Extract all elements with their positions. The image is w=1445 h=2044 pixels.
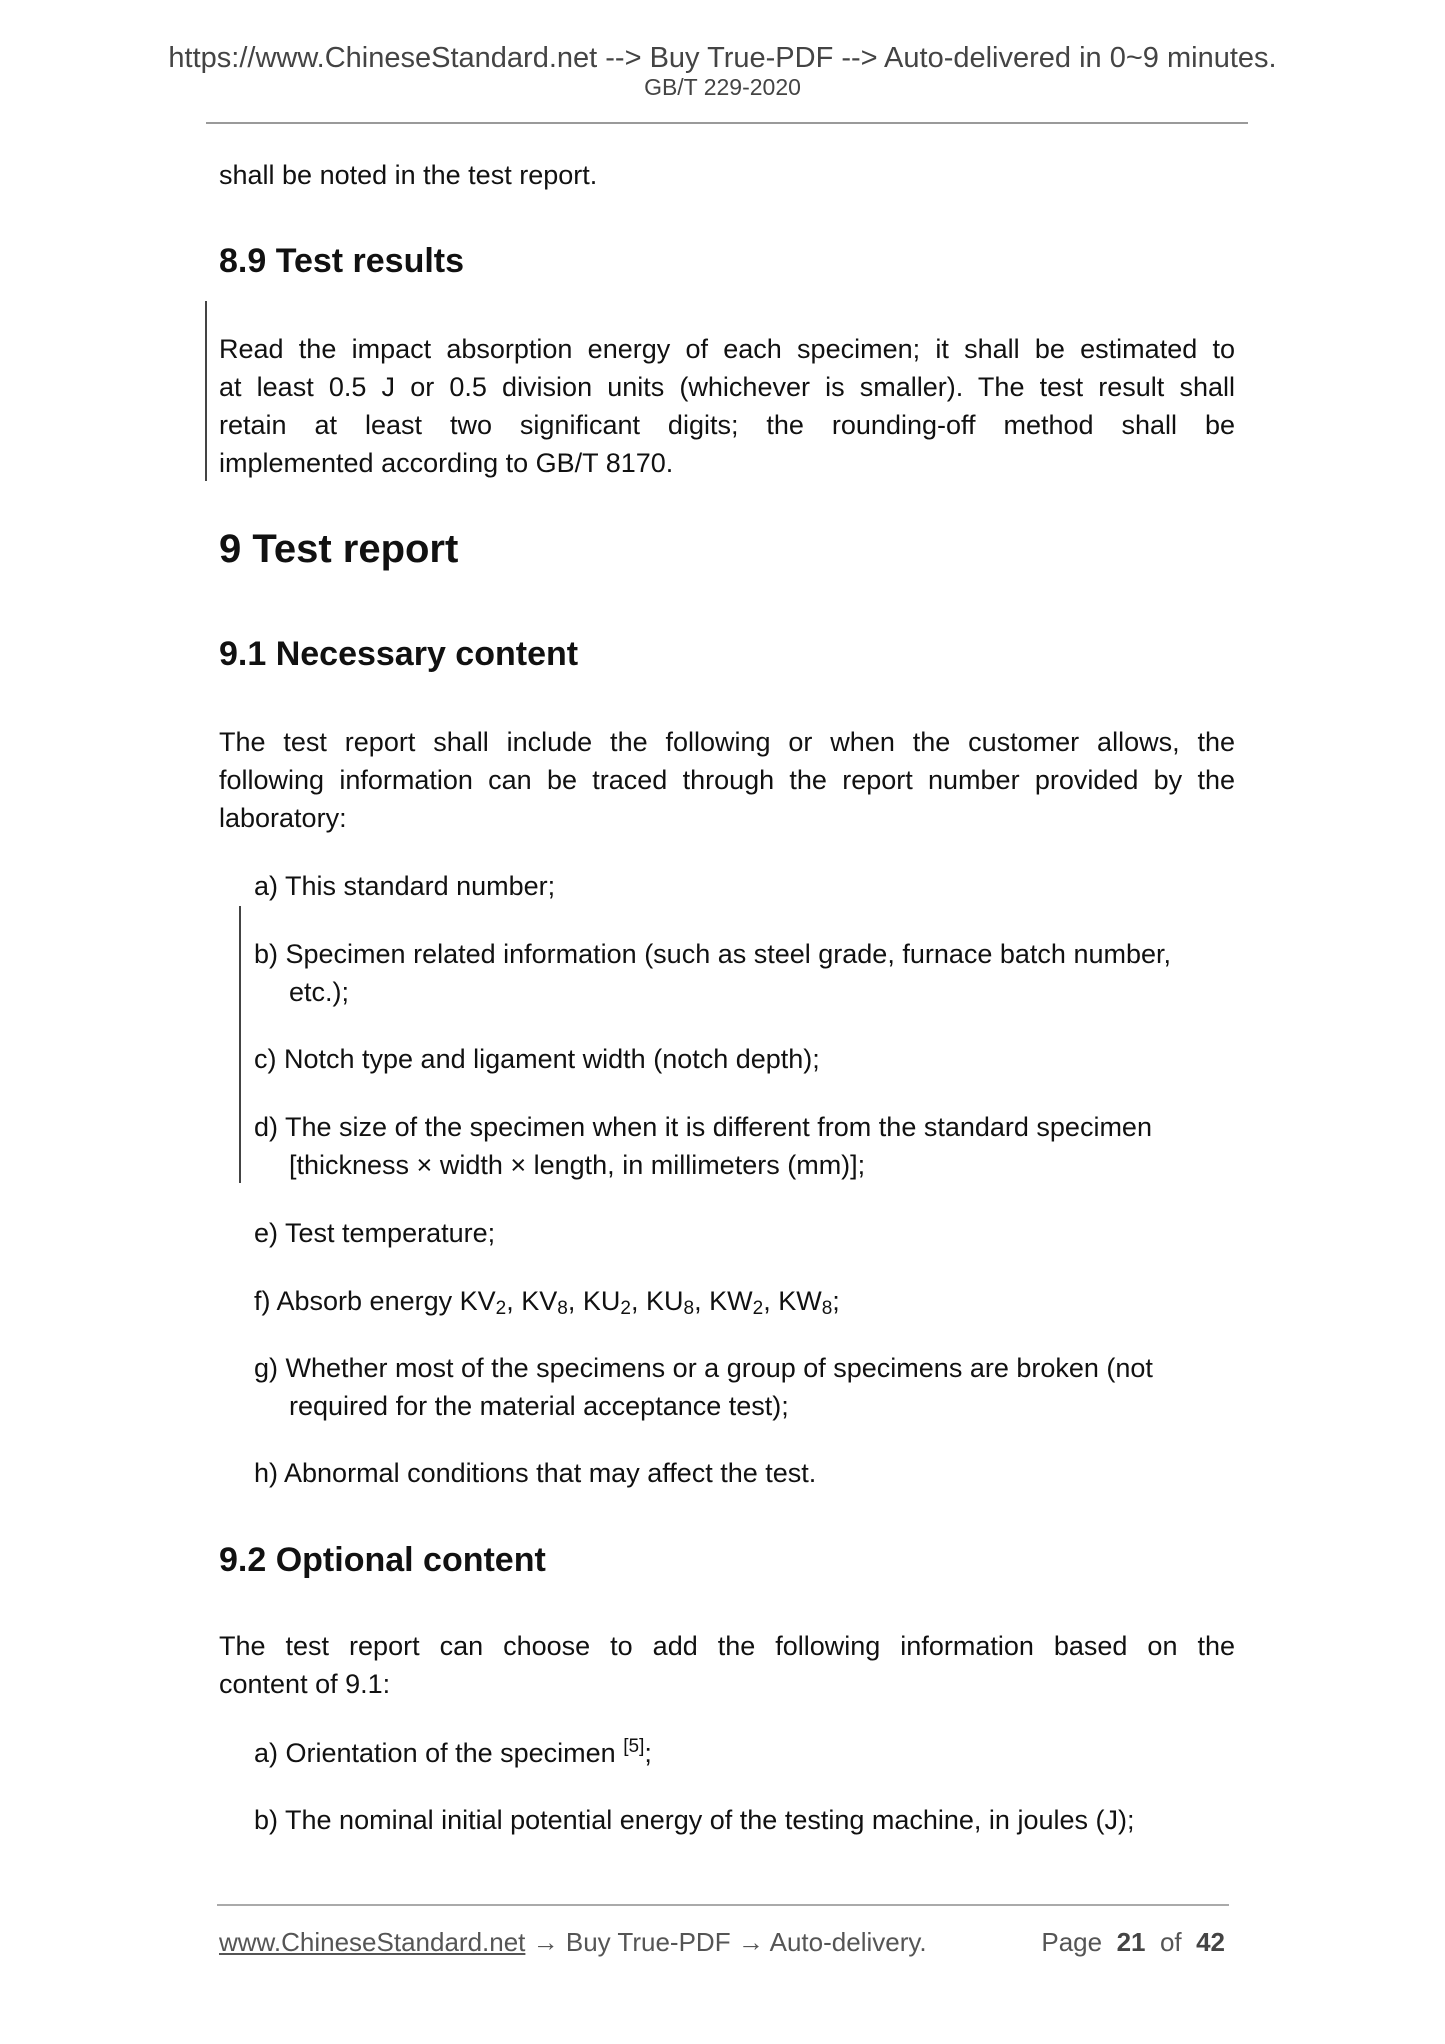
text-line: The test report can choose to add the following information based on the [219, 1631, 1235, 1661]
arrow-icon: → [737, 1927, 764, 1957]
optional-item-a [254, 1734, 652, 1772]
punctuation: ; [644, 1738, 652, 1768]
optional-item-a-text: a) Orientation of the specimen [254, 1738, 616, 1768]
text-line: following information can be traced through the report number provided by the [219, 765, 1235, 795]
list-item-h: h) Abnormal conditions that may affect the test. [254, 1458, 817, 1488]
reference-superscript[interactable]: [5] [623, 1736, 645, 1757]
text-line: The test report shall include the following or when the customer allows, the [219, 727, 1235, 757]
list-item-a: a) This standard number; [254, 871, 556, 901]
text-line: laboratory: [219, 803, 347, 833]
optional-item-b: b) The nominal initial potential energy of the testing machine, in joules (J); [254, 1805, 1135, 1835]
document-id: GB/T 229-2020 [644, 74, 801, 100]
list-item-d-cont: [thickness × width × length, in millimeters (mm)]; [289, 1150, 866, 1180]
list-item-f: f) Absorb energy $KV_2$, $KV_8$, $KU_2$, $KU_8$, $KW_2$, $KW_8$; [254, 1286, 840, 1319]
footer-site-link[interactable]: www.ChineseStandard.net [219, 1927, 526, 1957]
change-bar [205, 301, 207, 481]
header-url-line: https://www.ChineseStandard.net --> Buy True-PDF --> Auto-delivered in 0~9 minutes. [168, 42, 1277, 74]
list-item-b: b) Specimen related information (such as steel grade, furnace batch number, [254, 939, 1171, 969]
energy-symbol: $KW_8$ [778, 1286, 833, 1319]
arrow-icon: → [532, 1927, 559, 1957]
text-line: at least 0.5 J or 0.5 division units (whichever is smaller). The test result shall [219, 372, 1235, 402]
energy-symbol: $KW_2$ [709, 1286, 764, 1319]
list-item-e: e) Test temperature; [254, 1218, 496, 1248]
header-divider [206, 122, 1248, 124]
energy-symbol: $KU_8$ [646, 1286, 695, 1319]
list-item-g: g) Whether most of the specimens or a group of specimens are broken (not [254, 1353, 1153, 1383]
paragraph-8-9 [219, 330, 1235, 482]
heading-8-9: 8.9 Test results [219, 242, 465, 280]
text-line: Read the impact absorption energy of each specimen; it shall be estimated to [219, 334, 1235, 364]
heading-9-1: 9.1 Necessary content [219, 635, 579, 673]
text-line: implemented according to GB/T 8170. [219, 448, 674, 478]
paragraph-9-1 [219, 723, 1235, 837]
text-line: retain at least two significant digits; the rounding-off method shall be [219, 410, 1235, 440]
page-label: Page [1041, 1927, 1103, 1957]
text-line: content of 9.1: [219, 1669, 391, 1699]
footer-divider [217, 1904, 1229, 1906]
intro-text: shall be noted in the test report. [219, 160, 598, 190]
page-indicator [1041, 1925, 1225, 1959]
footer-auto-text: Auto-delivery. [769, 1927, 927, 1957]
list-item-g-cont: required for the material acceptance test); [289, 1391, 789, 1421]
paragraph-9-2 [219, 1627, 1235, 1703]
list-item-d: d) The size of the specimen when it is different from the standard specimen [254, 1112, 1152, 1142]
page-number: 21 [1116, 1927, 1146, 1957]
energy-symbol: $KV_2$ [459, 1286, 507, 1319]
energy-symbols: $KV_2$, $KV_8$, $KU_2$, $KU_8$, $KW_2$, $KW_8$ [459, 1286, 833, 1319]
heading-9: 9 Test report [219, 527, 459, 571]
of-label: of [1159, 1927, 1182, 1957]
energy-symbol: $KU_2$ [582, 1286, 631, 1319]
footer-left [219, 1925, 927, 1959]
footer-buy-text: Buy True-PDF [565, 1927, 731, 1957]
change-bar [239, 906, 241, 1183]
list-item-c: c) Notch type and ligament width (notch depth); [254, 1044, 820, 1074]
list-item-f-label: f) Absorb energy [254, 1286, 453, 1316]
list-item-b-cont: etc.); [289, 977, 350, 1007]
energy-symbol: $KV_8$ [521, 1286, 568, 1319]
page-total: 42 [1196, 1927, 1225, 1957]
heading-9-2: 9.2 Optional content [219, 1541, 546, 1579]
